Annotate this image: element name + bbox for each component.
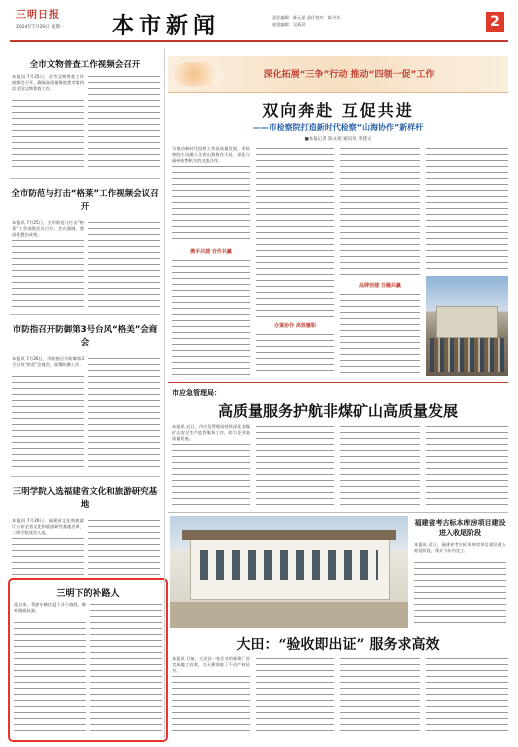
paper-logo: 三明日报 <box>16 10 60 21</box>
text-column <box>12 98 84 172</box>
section-rule <box>168 512 508 513</box>
sidebar-story <box>412 516 508 628</box>
text-column <box>256 332 334 376</box>
feature-subhead: 携手共建 合作共赢 <box>190 249 232 255</box>
text-column <box>340 656 420 736</box>
text-column <box>256 146 334 318</box>
text-column <box>90 602 162 734</box>
text-column <box>256 424 334 508</box>
story-c-photo <box>170 516 408 628</box>
photo-building <box>436 306 498 338</box>
divider <box>10 178 160 179</box>
masthead <box>0 0 518 44</box>
sidebar-lead: 本报讯 近日，福建省考古标本库房项目建设进入收尾阶段，预计今年内完工。 <box>414 542 506 553</box>
banner-text: 深化拓展“三争”行动 推动“四领一促”工作 <box>263 70 435 80</box>
story-body: 本报讯 7月25日，全市防范与打击“格莱”工作视频会议召开。会议强调，要深化整治成效。 <box>12 220 84 237</box>
story-c-lead: 本报讯 日前，大田县一家企业的新建厂房完成竣工验收，当天便领取了不动产权证书。 <box>172 656 250 673</box>
text-column <box>172 164 250 244</box>
column-separator <box>164 48 165 738</box>
text-column <box>12 374 84 470</box>
sidebar-title: 福建省考古标本库房项目建设进入收尾阶段 <box>414 519 506 537</box>
theme-banner <box>168 56 508 93</box>
editor-line-1: 责任编辑：陈元星 责任校对：陈丹芳 <box>272 15 341 20</box>
text-column <box>172 442 250 508</box>
story-title: 市防指召开防御第3号台风“格美”会商会 <box>12 325 158 348</box>
text-column <box>340 424 420 508</box>
text-column <box>414 560 506 626</box>
text-column <box>256 656 334 736</box>
feature-subhead: 办案协作 高效履职 <box>274 323 316 329</box>
story-b-lead: 本报讯 近日，市应急管理局持续深化非煤矿山安全生产监管服务工作，助力企业高质量发展。 <box>172 424 250 441</box>
story-title: 全市文物普查工作视频会召开 <box>29 60 141 70</box>
text-column <box>172 674 250 736</box>
story-body: 连日来，驾驶车辆往返于各个路段，修补路面坑洞。 <box>14 602 86 613</box>
page-number: 2 <box>486 12 504 32</box>
photo-people <box>430 338 504 372</box>
story-b-title: 高质量服务护航非煤矿山高质量发展 <box>217 402 458 420</box>
story-title: 全市防范与打击“格莱”工作视频会议召开 <box>11 189 159 212</box>
feature-subtitle: ——市检察院打造新时代检察“山海协作”新样杆 <box>252 123 424 132</box>
feature-title: 双向奔赴 互促共进 <box>262 101 414 120</box>
story-c-title: 大田：“验收即出证” 服务求高效 <box>236 637 440 653</box>
photo-ground <box>170 602 408 628</box>
text-column <box>12 238 84 310</box>
editor-line-2: 视觉编辑：吴燕萍 <box>272 22 306 27</box>
photo-windows <box>200 550 378 580</box>
feature-lead: 为推动新时代检察工作高质量发展，市检察院主动融入全省山海协作大局，深化与福州检察机关的交流合作。 <box>172 146 250 163</box>
left-column <box>10 48 160 738</box>
feature-byline: ■本报记者 陈文娟 通讯员 李建文 <box>304 137 372 142</box>
masthead-rule <box>10 40 508 42</box>
story-body: 本报讯 7月26日，市防指召开防御第3号台风“格美”会商会，部署防御工作。 <box>12 356 84 367</box>
banner-ornament-icon <box>174 62 224 86</box>
section-rule <box>168 382 508 383</box>
text-column <box>88 74 160 172</box>
photo-roof <box>182 530 396 540</box>
story-title: 三明下的补路人 <box>56 589 120 599</box>
story-title: 三明学院入选福建省文化和旅游研究基地 <box>12 487 158 510</box>
divider <box>10 314 160 315</box>
divider <box>10 476 160 477</box>
feature-subhead: 品牌创建 互融共赢 <box>359 283 401 289</box>
story-body: 本报讯 7月26日，福建省文化和旅游厅公布全省文化和旅游研究基地名单，三明学院成功入选。 <box>12 518 84 535</box>
section-title: 本市新闻 <box>112 13 221 39</box>
story-b-kicker: 市应急管理局： <box>172 389 221 397</box>
text-column <box>426 146 508 270</box>
issue-date: 2024年7月29日 星期一 <box>16 25 65 30</box>
text-column <box>88 220 160 310</box>
text-column <box>172 258 250 376</box>
story-body: 本报讯 7月25日，全市文物普查工作视频会召开，确保高质量推进我市第四次全国文物普查工作。 <box>12 74 84 91</box>
text-column <box>426 424 508 508</box>
feature-photo <box>426 276 508 376</box>
highlighted-story-box <box>8 578 168 742</box>
text-column <box>14 620 86 734</box>
text-column <box>340 292 420 376</box>
editor-credits <box>272 14 340 28</box>
text-column <box>88 356 160 470</box>
text-column <box>426 656 508 736</box>
text-column <box>340 146 420 276</box>
